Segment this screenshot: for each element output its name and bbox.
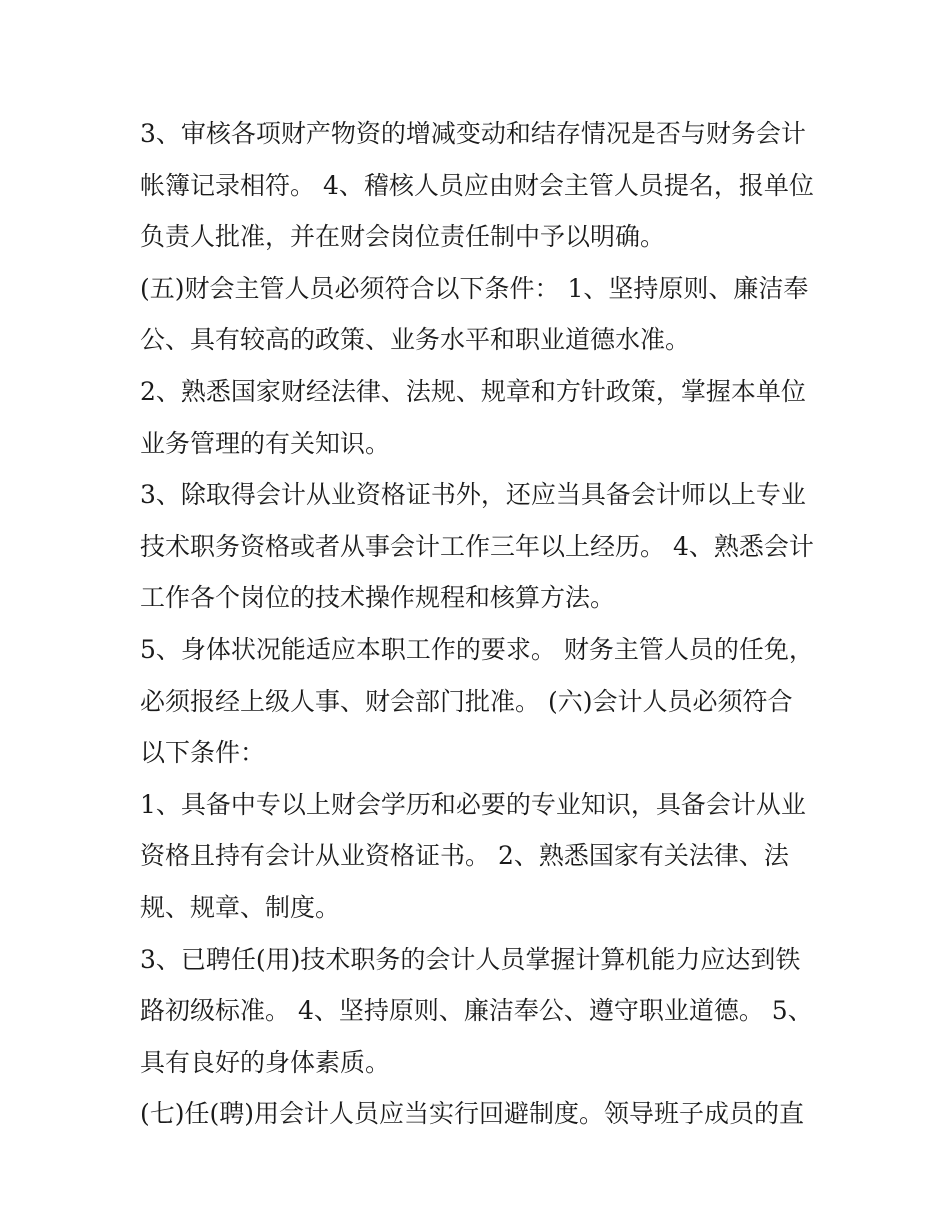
text-line: 业务管理的有关知识。 xyxy=(140,428,391,458)
text-line: 资格且持有会计从业资格证书。 2、熟悉国家有关法律、法 xyxy=(140,841,789,871)
text-line: 工作各个岗位的技术操作规程和核算方法。 xyxy=(140,583,616,613)
text-line: 规、规章、制度。 xyxy=(140,892,341,922)
text-line: 具有良好的身体素质。 xyxy=(140,1047,391,1077)
text-line: 3、已聘任(用)技术职务的会计人员掌握计算机能力应达到铁 xyxy=(140,944,801,974)
text-line: 帐簿记录相符。 4、稽核人员应由财会主管人员提名，报单位 xyxy=(140,170,814,200)
text-line: 必须报经上级人事、财会部门批准。 (六)会计人员必须符合 xyxy=(140,686,793,716)
text-line: 2、熟悉国家财经法律、法规、规章和方针政策，掌握本单位 xyxy=(140,376,806,406)
text-line: (七)任(聘)用会计人员应当实行回避制度。领导班子成员的直 xyxy=(140,1099,805,1129)
text-line: 公、具有较高的政策、业务水平和职业道德水准。 xyxy=(140,325,691,355)
text-line: 3、审核各项财产物资的增减变动和结存情况是否与财务会计 xyxy=(140,119,806,148)
text-line: 3、除取得会计从业资格证书外，还应当具备会计师以上专业 xyxy=(140,480,806,510)
text-line: 路初级标准。 4、坚持原则、廉洁奉公、遵守职业道德。 5、 xyxy=(140,996,813,1026)
text-line: 以下条件： xyxy=(140,738,266,768)
text-line: 5、身体状况能适应本职工作的要求。 财务主管人员的任免， xyxy=(140,634,814,664)
body-text xyxy=(140,108,820,1140)
text-line: 负责人批准，并在财会岗位责任制中予以明确。 xyxy=(140,222,666,252)
text-line: (五)财会主管人员必须符合以下条件： 1、坚持原则、廉洁奉 xyxy=(140,273,809,303)
text-line: 1、具备中专以上财会学历和必要的专业知识，具备会计从业 xyxy=(140,789,806,819)
text-line: 技术职务资格或者从事会计工作三年以上经历。 4、熟悉会计 xyxy=(140,531,814,561)
